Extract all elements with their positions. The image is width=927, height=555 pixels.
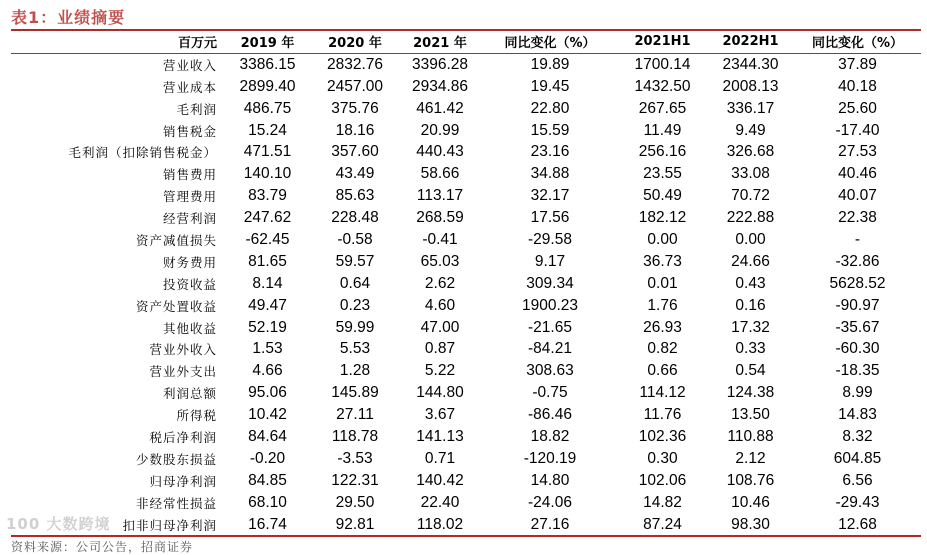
value-yoy-annual: 14.80	[530, 471, 570, 489]
value-yoy-half: 8.99	[842, 384, 873, 402]
value-2021h1: 0.82	[647, 340, 678, 358]
value-yoy-annual: -86.46	[528, 406, 572, 424]
header-2019: 2019 年	[223, 31, 312, 53]
value-2021: 22.40	[420, 493, 460, 511]
row-label: 所得税	[176, 408, 217, 424]
value-2021: 20.99	[420, 121, 460, 139]
row-label: 销售税金	[162, 123, 217, 139]
row-label: 少数股东损益	[135, 451, 217, 467]
row-label: 毛利润	[176, 101, 217, 117]
value-2019: 16.74	[248, 515, 287, 533]
value-2020: 92.81	[335, 515, 375, 533]
table-row	[11, 141, 921, 163]
value-2020: 59.57	[335, 252, 375, 270]
value-2020: 2457.00	[326, 77, 384, 95]
value-2019: 3386.15	[239, 55, 296, 73]
value-2019: 471.51	[243, 143, 292, 161]
value-2019: -0.20	[249, 449, 286, 467]
value-2021h1: 182.12	[638, 209, 687, 227]
value-2022h1: 13.50	[731, 406, 770, 424]
value-2021h1: 102.36	[638, 427, 687, 445]
value-2022h1: 0.33	[735, 340, 766, 358]
table-row	[11, 53, 921, 75]
value-2021: 0.71	[424, 449, 456, 467]
table-title: 表1：业绩摘要	[11, 8, 126, 27]
value-yoy-half: 40.07	[838, 187, 877, 205]
value-yoy-half: 27.53	[838, 143, 877, 161]
value-2022h1: 2008.13	[722, 77, 779, 95]
value-yoy-annual: 19.45	[530, 77, 570, 95]
value-2021: 4.60	[424, 296, 456, 314]
value-yoy-half: 40.18	[838, 77, 877, 95]
value-2021h1: 26.93	[643, 318, 682, 336]
value-2019: 2899.40	[239, 77, 296, 95]
performance-summary-table	[11, 31, 921, 535]
table-row	[11, 207, 921, 229]
value-2022h1: 326.68	[726, 143, 775, 161]
value-yoy-half: 37.89	[838, 55, 877, 73]
value-2021: 58.66	[420, 165, 460, 183]
source-note: 资料来源：公司公告，招商证券	[11, 540, 194, 554]
row-label: 销售费用	[162, 167, 217, 183]
row-label: 毛利润（扣除销售税金）	[68, 145, 217, 161]
value-2019: 49.47	[248, 296, 287, 314]
value-2021h1: 256.16	[638, 143, 687, 161]
value-2021: 65.03	[420, 252, 460, 270]
table-row	[11, 76, 921, 98]
value-2019: 4.66	[252, 362, 283, 380]
value-yoy-annual: 308.63	[526, 362, 574, 380]
table-row	[11, 338, 921, 360]
row-label: 利润总额	[162, 386, 217, 402]
value-2020: -3.53	[337, 449, 373, 467]
value-yoy-half: -90.97	[835, 296, 880, 314]
value-2022h1: 10.46	[731, 493, 770, 511]
value-2022h1: 98.30	[731, 515, 770, 533]
value-2021h1: 1.76	[647, 296, 678, 314]
table-row	[11, 470, 921, 492]
value-yoy-half: 6.56	[842, 471, 873, 489]
value-2019: -62.45	[245, 230, 290, 248]
value-2021h1: 267.65	[638, 99, 687, 117]
value-yoy-annual: 18.82	[530, 427, 570, 445]
value-2022h1: 17.32	[731, 318, 770, 336]
value-2019: 10.42	[248, 406, 287, 424]
row-label: 税后净利润	[149, 429, 217, 445]
row-label: 管理费用	[162, 189, 217, 205]
row-label: 资产处置收益	[135, 298, 217, 314]
value-2019: 84.85	[248, 471, 287, 489]
value-2020: 27.11	[336, 406, 374, 424]
value-2021h1: 36.73	[643, 252, 682, 270]
value-2021: 141.13	[416, 427, 464, 445]
value-2021h1: 1700.14	[634, 55, 691, 73]
value-2022h1: 0.00	[735, 230, 766, 248]
value-2019: 95.06	[248, 384, 287, 402]
value-yoy-half: -17.40	[835, 121, 880, 139]
header-2021: 2021 年	[398, 31, 482, 53]
value-2019: 486.75	[243, 99, 292, 117]
value-2022h1: 24.66	[731, 252, 770, 270]
value-yoy-annual: 32.17	[530, 187, 570, 205]
header-yoy-half: 同比变化（%）	[794, 31, 921, 53]
value-2022h1: 2344.30	[722, 55, 779, 73]
row-label: 投资收益	[162, 276, 217, 292]
table-row	[11, 404, 921, 426]
value-yoy-half: 22.38	[838, 209, 877, 227]
value-2022h1: 0.16	[735, 296, 766, 314]
value-2019: 81.65	[248, 252, 287, 270]
value-2021: 118.02	[416, 515, 464, 533]
value-2020: 357.60	[331, 143, 379, 161]
value-yoy-annual: 309.34	[526, 274, 574, 292]
table-row	[11, 360, 921, 382]
value-2019: 1.53	[252, 340, 283, 358]
value-2021: -0.41	[422, 230, 458, 248]
value-2020: 18.16	[335, 121, 375, 139]
value-2019: 247.62	[243, 209, 292, 227]
value-yoy-annual: 22.80	[530, 99, 570, 117]
value-2021: 144.80	[416, 384, 464, 402]
value-2019: 8.14	[252, 274, 283, 292]
value-yoy-annual: -29.58	[528, 230, 572, 248]
value-2020: 85.63	[335, 187, 375, 205]
value-2021: 461.42	[416, 99, 464, 117]
value-yoy-annual: -24.06	[528, 493, 572, 511]
value-yoy-annual: 15.59	[530, 121, 570, 139]
value-2021: 268.59	[416, 209, 464, 227]
table-row	[11, 295, 921, 317]
value-2021: 2.62	[424, 274, 456, 292]
table-row	[11, 120, 921, 142]
value-yoy-half: -29.43	[835, 493, 880, 511]
value-yoy-half: -	[854, 230, 861, 248]
value-2022h1: 0.43	[735, 274, 766, 292]
value-yoy-annual: 17.56	[530, 209, 570, 227]
value-2020: 2832.76	[326, 55, 384, 73]
value-2020: 228.48	[331, 209, 379, 227]
value-2021h1: 114.12	[639, 384, 686, 402]
value-2020: 145.89	[331, 384, 379, 402]
row-label: 营业外支出	[149, 364, 217, 380]
value-2020: 29.50	[335, 493, 375, 511]
value-2021h1: 1432.50	[634, 77, 691, 95]
header-yoy-annual: 同比变化（%）	[482, 31, 618, 53]
value-2020: 0.23	[339, 296, 371, 314]
table-row	[11, 163, 921, 185]
value-2022h1: 222.88	[726, 209, 775, 227]
value-2022h1: 2.12	[735, 449, 766, 467]
value-2021h1: 0.66	[647, 362, 678, 380]
value-yoy-annual: 1900.23	[521, 296, 579, 314]
value-2019: 140.10	[243, 165, 292, 183]
value-2021h1: 14.82	[643, 493, 682, 511]
table-bottom-rule	[11, 535, 921, 537]
table-row	[11, 317, 921, 339]
value-yoy-half: 14.83	[838, 406, 877, 424]
value-2020: 375.76	[331, 99, 379, 117]
value-2021h1: 0.00	[647, 230, 678, 248]
value-yoy-half: 604.85	[833, 449, 882, 467]
row-label: 扣非归母净利润	[122, 517, 217, 533]
table-row	[11, 229, 921, 251]
value-2020: 1.28	[339, 362, 371, 380]
table-header-row	[11, 31, 921, 53]
value-2020: 118.78	[331, 427, 379, 445]
value-2020: -0.58	[337, 230, 373, 248]
value-yoy-annual: 9.17	[534, 252, 566, 270]
value-2021: 113.17	[416, 187, 464, 205]
value-2020: 122.31	[331, 471, 379, 489]
row-label: 营业收入	[162, 57, 217, 73]
value-2020: 0.64	[339, 274, 371, 292]
value-2020: 43.49	[335, 165, 375, 183]
row-label: 营业外收入	[149, 342, 217, 358]
value-2021h1: 23.55	[643, 165, 682, 183]
table-row	[11, 426, 921, 448]
value-yoy-annual: -21.65	[528, 318, 572, 336]
value-yoy-half: 5628.52	[829, 274, 886, 292]
value-yoy-half: 12.68	[838, 515, 877, 533]
value-2021h1: 11.76	[643, 406, 682, 424]
row-label: 归母净利润	[149, 473, 217, 489]
value-yoy-annual: -120.19	[523, 449, 577, 467]
value-yoy-annual: -84.21	[528, 340, 572, 358]
value-yoy-half: 25.60	[838, 99, 877, 117]
value-2021: 0.87	[424, 340, 456, 358]
value-2019: 68.10	[248, 493, 287, 511]
value-2021: 2934.86	[411, 77, 469, 95]
value-yoy-annual: 19.89	[530, 55, 570, 73]
header-unit: 百万元	[11, 31, 223, 53]
value-yoy-annual: -0.75	[532, 384, 568, 402]
table-row	[11, 273, 921, 295]
value-2021: 5.22	[424, 362, 456, 380]
value-yoy-half: 40.46	[838, 165, 877, 183]
value-2022h1: 70.72	[731, 187, 770, 205]
table-row	[11, 251, 921, 273]
value-yoy-half: -35.67	[835, 318, 880, 336]
value-yoy-half: 8.32	[842, 427, 873, 445]
value-yoy-annual: 23.16	[530, 143, 570, 161]
value-2021: 3.67	[424, 406, 456, 424]
value-2019: 84.64	[248, 427, 287, 445]
value-yoy-half: -32.86	[835, 252, 880, 270]
value-2021: 47.00	[420, 318, 460, 336]
value-2020: 5.53	[339, 340, 371, 358]
value-2019: 52.19	[248, 318, 287, 336]
header-2021h1: 2021H1	[618, 31, 707, 53]
value-2019: 83.79	[248, 187, 287, 205]
value-2021h1: 102.06	[638, 471, 687, 489]
value-2022h1: 336.17	[726, 99, 775, 117]
value-2022h1: 124.38	[726, 384, 775, 402]
value-yoy-annual: 34.88	[530, 165, 570, 183]
header-2022h1: 2022H1	[707, 31, 794, 53]
row-label: 资产减值损失	[135, 232, 217, 248]
value-2021h1: 87.24	[643, 515, 682, 533]
value-2021h1: 0.01	[647, 274, 678, 292]
value-2021: 140.42	[416, 471, 464, 489]
value-yoy-half: -60.30	[835, 340, 880, 358]
value-2021: 440.43	[416, 143, 464, 161]
value-2021: 3396.28	[411, 55, 469, 73]
value-2022h1: 9.49	[735, 121, 766, 139]
row-label: 经营利润	[162, 211, 217, 227]
value-2021h1: 11.49	[643, 121, 682, 139]
header-2020: 2020 年	[312, 31, 398, 53]
table-row	[11, 98, 921, 120]
table-row	[11, 382, 921, 404]
value-2022h1: 33.08	[731, 165, 770, 183]
value-2022h1: 0.54	[735, 362, 766, 380]
value-2022h1: 110.88	[727, 427, 774, 445]
value-yoy-half: -18.35	[835, 362, 880, 380]
row-label: 财务费用	[162, 254, 217, 270]
table-row	[11, 185, 921, 207]
table-row	[11, 514, 921, 536]
value-2021h1: 50.49	[643, 187, 682, 205]
row-label: 其他收益	[162, 320, 217, 336]
value-yoy-annual: 27.16	[530, 515, 570, 533]
table-body	[11, 53, 921, 535]
value-2022h1: 108.76	[726, 471, 775, 489]
value-2020: 59.99	[335, 318, 375, 336]
table-row	[11, 492, 921, 514]
table-row	[11, 448, 921, 470]
value-2019: 15.24	[248, 121, 287, 139]
value-2021h1: 0.30	[647, 449, 678, 467]
row-label: 非经常性损益	[135, 495, 217, 511]
watermark: 100 大数跨境	[6, 515, 111, 533]
row-label: 营业成本	[162, 79, 217, 95]
